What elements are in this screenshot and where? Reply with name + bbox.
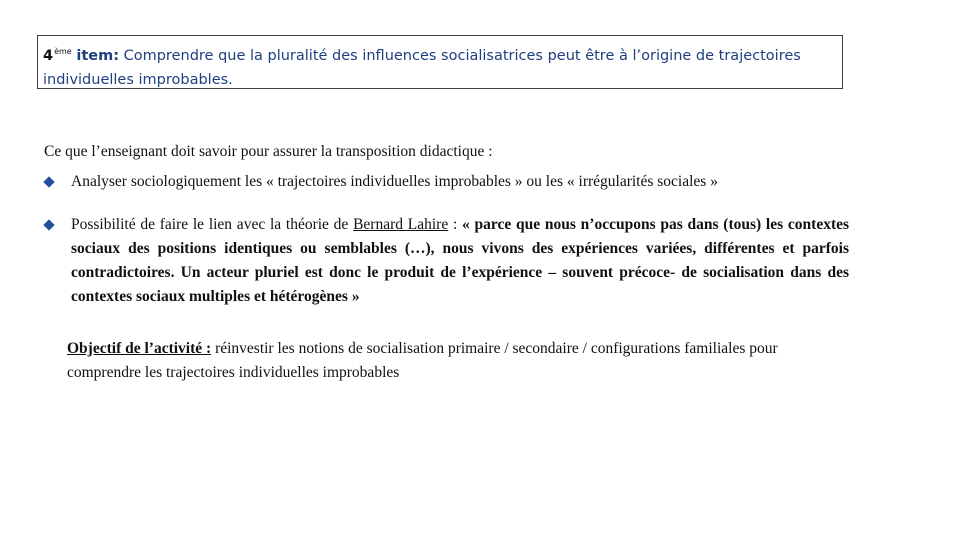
author-name: Bernard Lahire xyxy=(353,216,449,233)
objective-paragraph xyxy=(67,337,827,385)
diamond-bullet-icon xyxy=(43,219,54,230)
bullet-text-intro: Possibilité de faire le lien avec la théorie de xyxy=(71,216,354,233)
lahire-quote: « parce que nous n’occupons pas dans (tous) les contextes sociaux des positions identiques ou semblables (…), nous vivons des expériences variées, différentes et parfois contradictoires. Un acteur pluriel est donc le produit de l’expérience – souvent précoce- de socialisation dans des contextes sociaux multiples et hétérogènes » xyxy=(71,216,850,305)
objective-text: réinvestir les notions de socialisation primaire / secondaire / configurations familiales pour comprendre les trajectoires individuelles improbables xyxy=(67,340,778,381)
bullet-text xyxy=(71,213,849,309)
bullet-list xyxy=(44,170,849,309)
item-number-suffix: ème xyxy=(54,47,72,56)
item-number: 4ème xyxy=(43,47,72,64)
diamond-bullet-icon xyxy=(43,176,54,187)
bullet-item-lahire xyxy=(44,213,849,309)
bullet-item-analyse xyxy=(44,170,849,194)
objective-label: Objectif de l’activité : xyxy=(67,340,212,357)
bullet-text: Analyser sociologiquement les « trajectoires individuelles improbables » ou les « irrégularités sociales » xyxy=(71,173,718,190)
intro-text: Ce que l’enseignant doit savoir pour assurer la transposition didactique : xyxy=(44,143,493,160)
item-text: Comprendre que la pluralité des influences socialisatrices peut être à l’origine de trajectoires individuelles improbables. xyxy=(43,48,801,88)
separator: : xyxy=(448,216,463,233)
item-label: item: xyxy=(76,48,119,64)
item-heading-box xyxy=(37,35,843,89)
